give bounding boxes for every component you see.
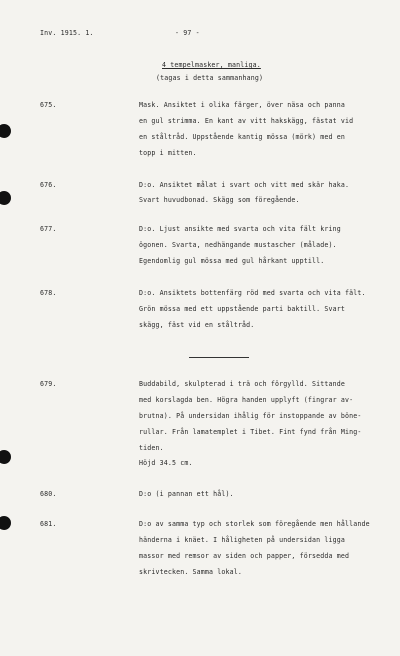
punch-hole — [0, 124, 11, 138]
entry-text-line: med korslagda ben. Högra handen upplyft (fingrar av- — [139, 396, 354, 404]
entry-text-line: D:o av samma typ och storlek som föregående men hållande — [139, 520, 370, 528]
entry-text-line: brutna). På undersidan ihålig för instoppande av böne- — [139, 412, 362, 420]
entry-text-line: Mask. Ansiktet i olika färger, över näsa och panna — [139, 101, 345, 109]
entry-number: 679. — [40, 380, 57, 388]
entry-number: 680. — [40, 490, 57, 498]
inventory-number: Inv. 1915. 1. — [40, 29, 94, 37]
section-subtitle: (tagas i detta sammanhang) — [156, 74, 264, 82]
entry-number: 681. — [40, 520, 57, 528]
entry-number: 678. — [40, 289, 57, 297]
entry-text-line: Grön mössa med ett uppstående parti baktill. Svart — [139, 305, 345, 313]
entry-text-line: tiden. — [139, 444, 164, 452]
entry-text-line: skrivtecken. Samma lokal. — [139, 568, 242, 576]
entry-text-line: Buddabild, skulpterad i trä och förgylld. Sittande — [139, 380, 345, 388]
entry-text-line: D:o. Ansiktet målat i svart och vitt med skär haka. — [139, 181, 350, 189]
entry-number: 676. — [40, 181, 57, 189]
entry-text-line: massor med remsor av siden och papper, försedda med — [139, 552, 350, 560]
entry-text-line: en gul strimma. En kant av vitt hakskägg, fästat vid — [139, 117, 354, 125]
entry-text-line: Höjd 34.5 cm. — [139, 459, 193, 467]
section-divider — [189, 357, 249, 358]
entry-text-line: en ståltråd. Uppstående kantig mössa (mörk) med en — [139, 133, 345, 141]
punch-hole — [0, 450, 11, 464]
entry-text-line: D:o. Ljust ansikte med svarta och vita fält kring — [139, 225, 341, 233]
entry-number: 675. — [40, 101, 57, 109]
entry-text-line: händerna i knäet. I håligheten på undersidan ligga — [139, 536, 345, 544]
punch-hole — [0, 516, 11, 530]
entry-text-line: ögonen. Svarta, nedhängande mustascher (målade). — [139, 241, 337, 249]
entry-text-line: skägg, fäst vid en ståltråd. — [139, 321, 255, 329]
page-number: - 97 - — [175, 29, 200, 37]
entry-text-line: Egendomlig gul mössa med gul hårkant upptill. — [139, 257, 325, 265]
entry-text-line: D:o. Ansiktets bottenfärg röd med svarta och vita fält. — [139, 289, 366, 297]
entry-text-line: rullar. Från lamatemplet i Tibet. Fint fynd från Ming- — [139, 428, 362, 436]
entry-text-line: Svart huvudbonad. Skägg som föregående. — [139, 196, 300, 204]
entry-text-line: topp i mitten. — [139, 149, 197, 157]
entry-text-line: D:o (i pannan ett hål). — [139, 490, 234, 498]
section-title: 4 tempelmasker, manliga. — [162, 61, 261, 69]
entry-number: 677. — [40, 225, 57, 233]
punch-hole — [0, 191, 11, 205]
